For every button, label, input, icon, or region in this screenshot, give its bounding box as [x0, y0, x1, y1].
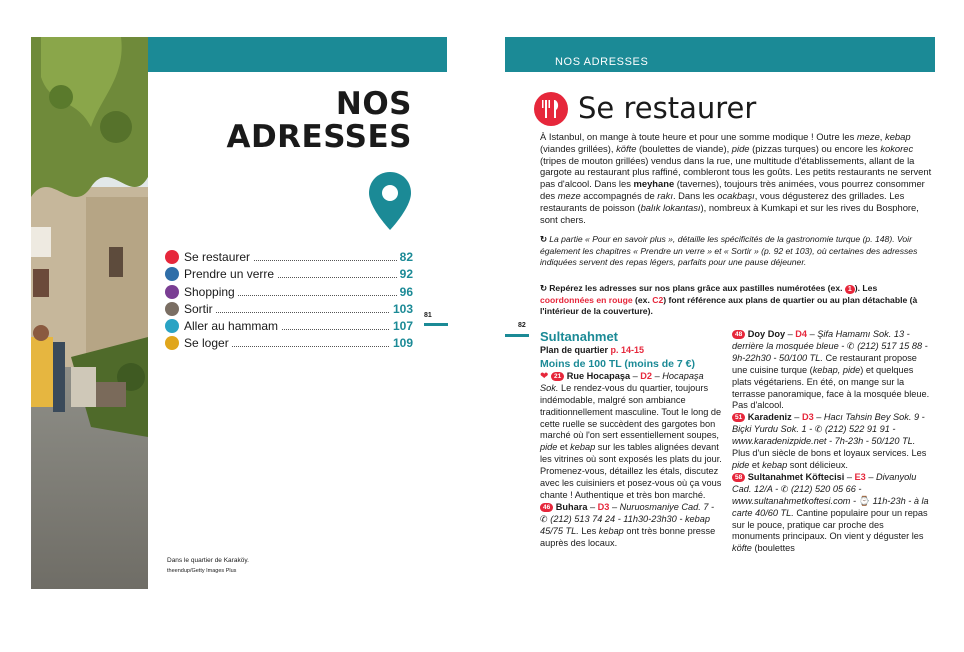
- toc-item-aller-au-hammam[interactable]: [165, 319, 413, 336]
- toc-page: 82: [397, 250, 413, 264]
- clock-icon: ⌚: [858, 495, 871, 506]
- nightlife-icon: [165, 302, 179, 316]
- page-number-left: 81: [424, 312, 432, 319]
- section-title: Se restaurer: [578, 91, 757, 125]
- toc-item-se-restaurer[interactable]: [165, 250, 413, 267]
- listing-column-2: [732, 329, 932, 555]
- listing-entry: 46 Buhara – D3 – Nuruosmaniye Cad. 7 - ✆ (212) 513 74 24 - 11h30-23h30 - kebap 45/75 TL. Les kebap ont très bonne presse auprès des locaux.: [540, 501, 716, 548]
- phone-icon: ✆: [540, 513, 548, 524]
- toc-item-prendre-un-verre[interactable]: [165, 267, 413, 284]
- shopping-icon: [165, 285, 179, 299]
- arrow-icon: ↻: [540, 283, 548, 293]
- toc-label: Se loger: [184, 336, 232, 350]
- toc-leader: [184, 312, 413, 313]
- chapter-title-line1: NOS: [335, 86, 412, 122]
- folio-bar: [505, 334, 529, 337]
- map-pastille-example: 1: [845, 285, 855, 294]
- toc-page: 107: [390, 319, 413, 333]
- chapter-title: [200, 88, 412, 154]
- page-number-right: 82: [518, 322, 526, 329]
- listing-entry: 51 Karadeniz – D3 – Hacı Tahsin Bey Sok. 9 - Biçki Yurdu Sok. 1 - ✆ (212) 522 91 91 - www.karadenizpide.net - 7h-23h - 50/120 TL. Plus d'un siècle de bons et loyaux services. Les pide et kebap sont délicieux.: [732, 412, 927, 470]
- running-header: NOS ADRESSES: [555, 56, 649, 68]
- toc-page: 103: [390, 302, 413, 316]
- map-pastille: 21: [551, 372, 564, 381]
- phone-icon: ✆: [814, 424, 823, 435]
- listing-entry: 48 Doy Doy – D4 – Şifa Hamamı Sok. 13 - derrière la mosquée bleue - ✆ (212) 517 15 88 - 9h-22h30 - 50/100 TL. Ce restaurant propose une cuisine turque (kebap, pide) et quelques plats végétariens. En été, on mange sur la terrasse panoramique, face à la mosquée bleue. Pas d'alcool.: [732, 329, 930, 411]
- toc-label: Shopping: [184, 285, 238, 299]
- toc-label: Aller au hammam: [184, 319, 281, 333]
- phone-icon: ✆: [846, 340, 855, 351]
- drink-icon: [165, 267, 179, 281]
- map-pastille: 46: [540, 503, 553, 512]
- phone-icon: ✆: [780, 483, 789, 494]
- listing-entry: 58 Sultanahmet Köftecisi – E3 – Divanyolu Cad. 12/A - ✆ (212) 520 05 66 - www.sultanahmetkoftesi.com - ⌚ 11h-23h - à la carte 40/60 TL. Cantine populaire pour un repas sur le pouce, pratique car proche des monuments principaux. On vient y déguster les köfte (boulettes: [732, 471, 929, 554]
- price-band: Moins de 100 TL (moins de 7 €): [540, 357, 696, 370]
- note-cross-reference: ↻ La partie « Pour en savoir plus », détaille les spécificités de la gastronomie turque (p. 148). Voir également les chapitres « Prendre un verre » et « Sortir » (p. 92 et 103), où certaines des adresses indiquées servent des repas légers, parfaits pour une pause déjeuner.: [540, 234, 918, 267]
- karakoy-street-photo: [31, 37, 148, 589]
- note-map-legend: ↻ Repérez les adresses sur nos plans grâce aux pastilles numérotées (ex. 1 ). Les coordonnées en rouge (ex. C2) font référence aux plans de quartier ou au plan détachable (à l'intérieur de la couverture).: [540, 283, 918, 316]
- left-header-band: [148, 37, 447, 72]
- toc-item-se-loger[interactable]: [165, 336, 413, 353]
- toc-item-shopping[interactable]: [165, 285, 413, 302]
- restaurant-icon: [534, 92, 568, 126]
- restaurant-icon: [165, 250, 179, 264]
- listing-column-1: [540, 329, 722, 550]
- district-plan-ref: Plan de quartier p. 14-15: [540, 345, 645, 355]
- hotel-icon: [165, 336, 179, 350]
- toc-page: 92: [397, 267, 413, 281]
- arrow-icon: ↻: [540, 234, 548, 244]
- photo-credit: theendup/Getty Images Plus: [167, 568, 237, 574]
- photo-caption: [167, 556, 249, 576]
- map-pin-icon: [367, 170, 413, 232]
- intro-paragraph: À Istanbul, on mange à toute heure et pour une somme modique ! Outre les meze, kebap (viandes grillées), köfte (boulettes de viande), pide (pizzas turques) ou encore les kokorec (tripes de mouton grillées) vendus dans la rue, une multitude d'établissements, allant de la gargote au restaurant plus raffiné, combleront tous les goûts. Les petits restaurants ne servent pas d'alcool. Dans les meyhane (tavernes), toujours très animées, vous pourrez consommer des meze accompagnés de rakı. Dans les ocakbaşı, vous dégusterez des grillades. Les restaurants de poisson (balık lokantası), nombreux à Kumkapi et sur les rives du Bosphore, sont chers.: [540, 131, 932, 225]
- toc-page: 109: [390, 336, 413, 350]
- heart-icon: ❤: [540, 370, 549, 382]
- hammam-icon: [165, 319, 179, 333]
- map-pastille: 58: [732, 473, 745, 482]
- map-pastille: 51: [732, 413, 745, 422]
- listing-entry: ❤ 21 Rue Hocapaşa – D2 – Hocapaşa Sok. Le rendez-vous du quartier, toujours indémodable, malgré son ambiance traditionnellement masculine. Tout le long de cette ruelle se succèdent des gargotes bon marché où l'on sert essentiellement soupes, pide et kebap sur les tables alignées devant les vitrines où sont exposés les plats du jour. Promenez-vous, détaillez les étals, discutez avec les cuisiniers et posez-vous où ça vous chante ! Authentique et très bon marché.: [540, 370, 722, 500]
- toc-label: Sortir: [184, 302, 216, 316]
- toc-label: Prendre un verre: [184, 267, 277, 281]
- caption-text: Dans le quartier de Karaköy.: [167, 557, 249, 564]
- district-heading: Sultanahmet: [540, 329, 619, 344]
- toc-page: 96: [397, 285, 413, 299]
- chapter-title-line2: ADRESSES: [226, 119, 412, 155]
- toc-item-sortir[interactable]: [165, 302, 413, 319]
- toc-label: Se restaurer: [184, 250, 253, 264]
- map-pastille: 48: [732, 330, 745, 339]
- folio-bar: [424, 323, 448, 326]
